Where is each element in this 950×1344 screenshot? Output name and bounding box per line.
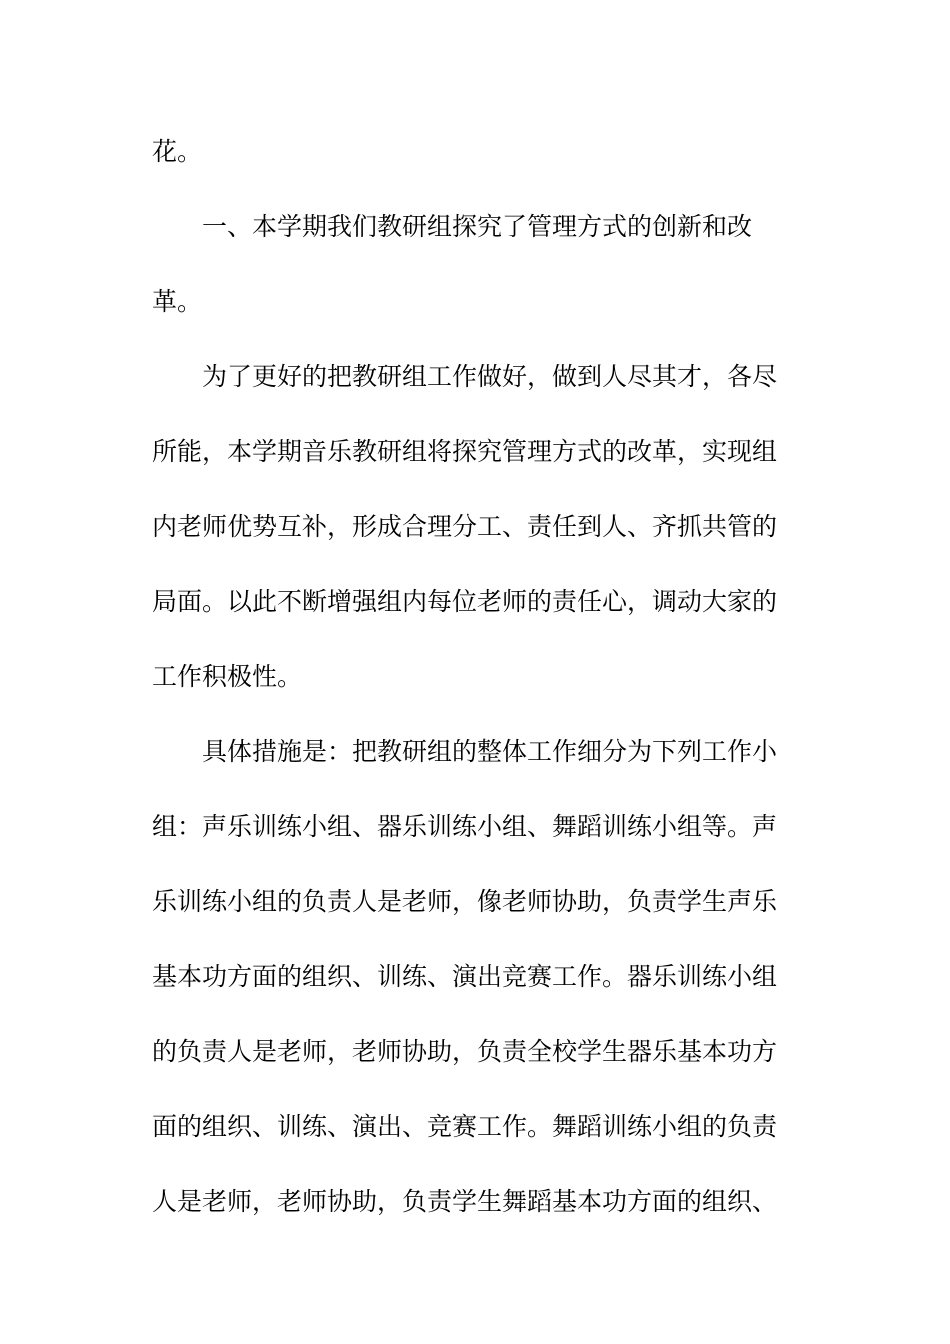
text-line-15: 人是老师，老师协助，负责学生舞蹈基本功方面的组织、	[152, 1187, 778, 1216]
text-line-6: 内老师优势互补，形成合理分工、责任到人、齐抓共管的	[152, 512, 778, 541]
text-line-4: 为了更好的把教研组工作做好，做到人尽其才，各尽	[202, 362, 778, 391]
text-line-7: 局面。以此不断增强组内每位老师的责任心，调动大家的	[152, 587, 778, 616]
text-line-11: 乐训练小组的负责人是老师，像老师协助，负责学生声乐	[152, 887, 778, 916]
text-line-9: 具体措施是：把教研组的整体工作细分为下列工作小	[202, 737, 778, 766]
text-line-13: 的负责人是老师，老师协助，负责全校学生器乐基本功方	[152, 1037, 778, 1066]
text-line-2: 一、本学期我们教研组探究了管理方式的创新和改	[202, 212, 753, 241]
text-line-5: 所能，本学期音乐教研组将探究管理方式的改革，实现组	[152, 437, 778, 466]
text-line-8: 工作积极性。	[152, 662, 303, 691]
text-line-14: 面的组织、训练、演出、竞赛工作。舞蹈训练小组的负责	[152, 1112, 778, 1141]
text-line-3: 革。	[152, 287, 203, 316]
text-line-10: 组：声乐训练小组、器乐训练小组、舞蹈训练小组等。声	[152, 812, 778, 841]
text-line-1: 花。	[152, 137, 203, 166]
text-line-12: 基本功方面的组织、训练、演出竞赛工作。器乐训练小组	[152, 962, 778, 991]
